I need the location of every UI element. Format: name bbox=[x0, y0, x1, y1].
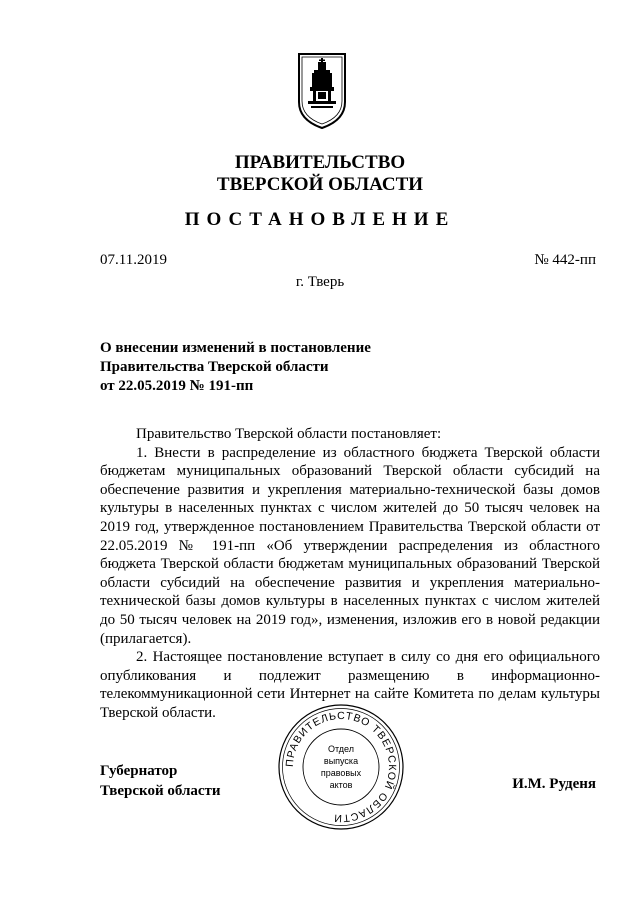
stamp-center-line: Отдел bbox=[327, 744, 355, 754]
org-title-line1: ПРАВИТЕЛЬСТВО bbox=[234, 152, 406, 173]
document-type: ПОСТАНОВЛЕНИЕ bbox=[184, 209, 456, 230]
document-city: г. Тверь bbox=[295, 274, 345, 290]
stamp-center-line: выпуска bbox=[323, 756, 359, 766]
document-number: № 442-пп bbox=[534, 252, 596, 268]
document-body bbox=[100, 425, 600, 723]
subject-line: О внесении изменений в постановление bbox=[100, 340, 371, 356]
signatory-title-line2: Тверской области bbox=[100, 783, 221, 799]
stamp-center-line: актов bbox=[329, 780, 353, 790]
signatory-title bbox=[100, 761, 221, 801]
subject-line: от 22.05.2019 № 191-пп bbox=[100, 378, 254, 394]
body-item-2: 2. Настоящее постановление вступает в силу со дня его официального опубликования и подлежит размещению в информационно-телекоммуникационной сети Интернет на сайте Комитета по делам культуры Тверской области. bbox=[100, 649, 600, 721]
document-date: 07.11.2019 bbox=[100, 252, 167, 268]
signatory-title-line1: Губернатор bbox=[100, 763, 178, 779]
stamp-center-line: правовых bbox=[320, 768, 362, 778]
subject-line: Правительства Тверской области bbox=[100, 359, 329, 375]
body-item-1: 1. Внести в распределение из областного бюджета Тверской области бюджетам муниципальных образований Тверской области субсидий на обеспечение развития и укрепления материально-технической базы домов культуры в населенных пунктах с числом жителей до 50 тысяч человек на 2019 год, утвержденное постановлением Правительства Тверской области от 22.05.2019 № 191-пп «Об утверждении распределения из областного бюджета Тверской области бюджетам муниципальных образований Тверской области субсидий на обеспечение развития и укрепления материально-технической базы домов культуры в населенных пунктах с числом жителей до 50 тысяч человек на 2019 год», изменения, изложив его в новой редакции (прилагается). bbox=[100, 444, 600, 647]
official-stamp bbox=[276, 702, 406, 832]
body-intro: Правительство Тверской области постановляет: bbox=[136, 426, 442, 442]
tver-coat-of-arms-emblem bbox=[296, 50, 348, 130]
document-subject bbox=[100, 339, 420, 396]
org-title-line2: ТВЕРСКОЙ ОБЛАСТИ bbox=[216, 174, 424, 195]
signatory-name: И.М. Руденя bbox=[512, 776, 596, 792]
stamp-ring-text: ПРАВИТЕЛЬСТВО ТВЕРСКОЙ ОБЛАСТИ bbox=[283, 709, 399, 825]
